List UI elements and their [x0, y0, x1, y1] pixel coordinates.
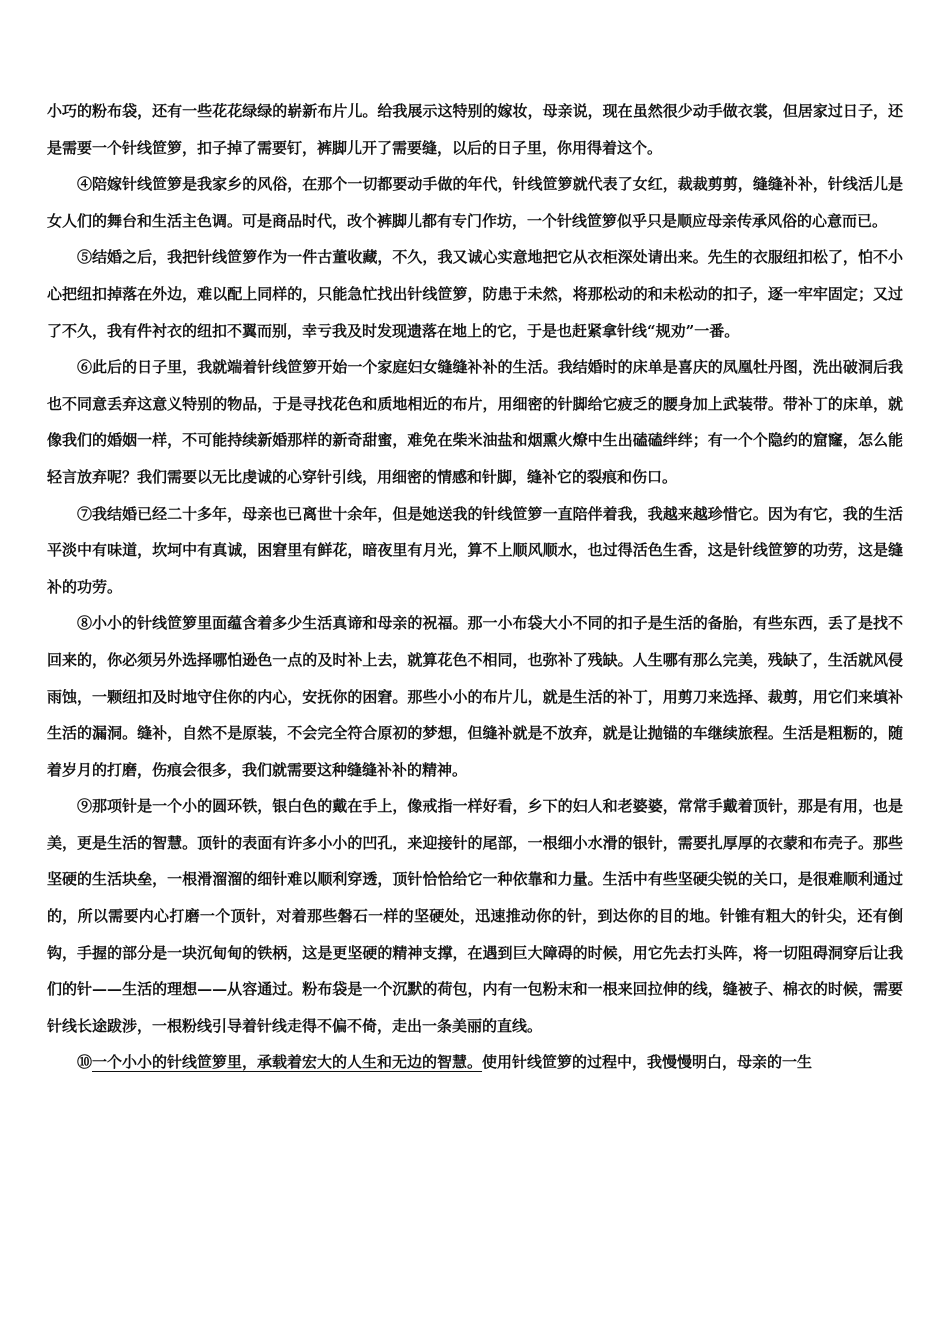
paragraph-5: ⑤结婚之后，我把针线笸箩作为一件古董收藏，不久，我又诚心实意地把它从衣柜深处请出来。先生的衣服纽扣松了，怕不小心把纽扣掉落在外边，难以配上同样的，只能急忙找出针线笸箩，防患于未然，将那松动的和未松动的扣子，逐一牢牢固定；又过了不久，我有件衬衣的纽扣不翼而别，幸亏我及时发现遗落在地上的它，于是也赶紧拿针线“规劝”一番。: [47, 248, 903, 340]
paragraph-4: ④陪嫁针线笸箩是我家乡的风俗，在那个一切都要动手做的年代，针线笸箩就代表了女红，裁裁剪剪，缝缝补补，针线活儿是女人们的舞台和生活主色调。可是商品时代，改个裤脚儿都有专门作坊，一个针线笸箩似乎只是顺应母亲传承风俗的心意而已。: [47, 175, 903, 230]
paragraph-10: [47, 1044, 903, 1081]
paragraph-continued: 小巧的粉布袋，还有一些花花绿绿的崭新布片儿。给我展示这特别的嫁妆，母亲说，现在虽然很少动手做衣裳，但居家过日子，还是需要一个针线笸箩，扣子掉了需要钉，裤脚儿开了需要缝，以后的日子里，你用得着这个。: [47, 102, 903, 157]
paragraph-6: ⑥此后的日子里，我就端着针线笸箩开始一个家庭妇女缝缝补补的生活。我结婚时的床单是喜庆的凤凰牡丹图，洗出破洞后我也不同意丢弃这意义特别的物品，于是寻找花色和质地相近的布片，用细密的针脚给它疲乏的腰身加上武装带。带补丁的床单，就像我们的婚姻一样，不可能持续新婚那样的新奇甜蜜，难免在柴米油盐和烟熏火燎中生出磕磕绊绊；有一个个隐约的窟窿，怎么能轻言放弃呢？我们需要以无比虔诚的心穿针引线，用细密的情感和针脚，缝补它的裂痕和伤口。: [47, 358, 903, 486]
underlined-sentence: 一个小小的针线笸箩里，承载着宏大的人生和无边的智慧。: [92, 1053, 483, 1072]
paragraph-10-number: ⑩: [77, 1053, 93, 1072]
paragraph-10-text: 使用针线笸箩的过程中，我慢慢明白，母亲的一生: [482, 1053, 813, 1072]
paragraph-9: ⑨那项针是一个小的圆环铁，银白色的戴在手上，像戒指一样好看，乡下的妇人和老婆婆，常常手戴着顶针，那是有用，也是美，更是生活的智慧。顶针的表面有许多小小的凹孔，来迎接针的尾部，一根细小水滑的银针，需要扎厚厚的衣蒙和布壳子。那些坚硬的生活块垒，一根滑溜溜的细针难以顺利穿透，顶针恰恰给它一种依靠和力量。生活中有些坚硬尖锐的关口，是很难顺利通过的，所以需要内心打磨一个顶针，对着那些磐石一样的坚硬处，迅速推动你的针，到达你的目的地。针锥有粗大的针尖，还有倒钩，手握的部分是一块沉甸甸的铁柄，这是更坚硬的精神支撑，在遇到巨大障碍的时候，用它先去打头阵，将一切阻碍洞穿后让我们的针——生活的理想——从容通过。粉布袋是一个沉默的荷包，内有一包粉末和一根来回拉伸的线，缝被子、棉衣的时候，需要针线长途跋涉，一根粉线引导着针线走得不偏不倚，走出一条美丽的直线。: [47, 797, 903, 1035]
paragraph-7: ⑦我结婚已经二十多年，母亲也已离世十余年，但是她送我的针线笸箩一直陪伴着我，我越来越珍惜它。因为有它，我的生活平淡中有味道，坎坷中有真诚，困窘里有鲜花，暗夜里有月光，算不上顺风顺水，也过得活色生香，这是针线笸箩的功劳，这是缝补的功劳。: [47, 504, 903, 596]
article-page: [47, 93, 903, 1081]
paragraph-8: ⑧小小的针线笸箩里面蕴含着多少生活真谛和母亲的祝福。那一小布袋大小不同的扣子是生活的备胎，有些东西，丢了是找不回来的，你必须另外选择哪怕逊色一点的及时补上去，就算花色不相同，也弥补了残缺。人生哪有那么完美，残缺了，生活就风侵雨蚀，一颗纽扣及时地守住你的内心，安抚你的困窘。那些小小的布片儿，就是生活的补丁，用剪刀来选择、裁剪，用它们来填补生活的漏洞。缝补，自然不是原装，不会完全符合原初的梦想，但缝补就是不放弃，就是让抛锚的车继续旅程。生活是粗粝的，随着岁月的打磨，伤痕会很多，我们就需要这种缝缝补补的精神。: [47, 614, 903, 779]
